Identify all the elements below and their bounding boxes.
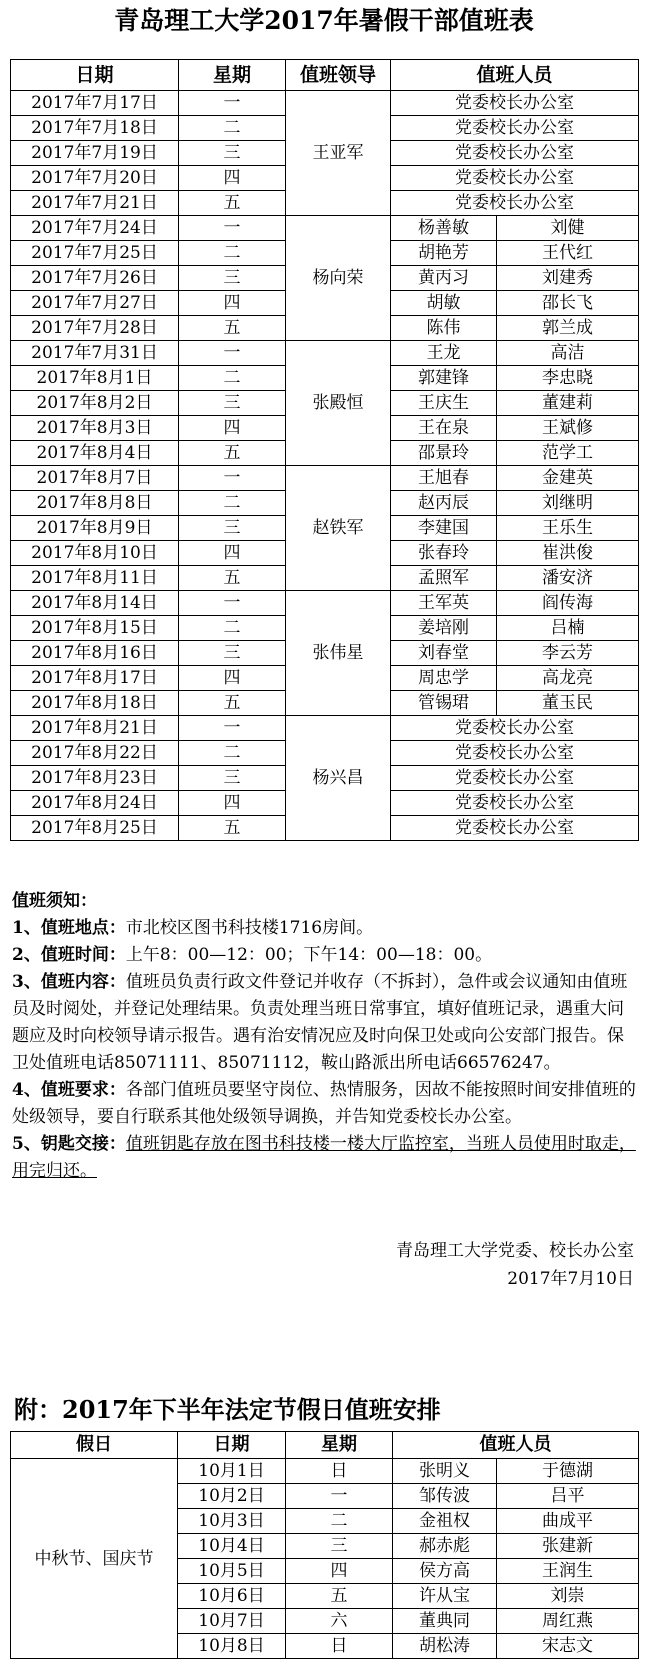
staff-cell: 邵景玲	[391, 441, 497, 466]
note-item	[12, 969, 636, 1077]
weekday-cell: 五	[179, 691, 286, 716]
leader-cell: 张伟星	[286, 591, 391, 716]
staff-cell: 高龙亮	[497, 666, 639, 691]
appendix-title: 附：2017年下半年法定节假日值班安排	[14, 1395, 441, 1424]
staff-cell: 于德湖	[497, 1459, 639, 1484]
header-holiday-date: 日期	[178, 1432, 286, 1459]
staff-cell: 王龙	[391, 341, 497, 366]
staff-cell: 王代红	[497, 241, 639, 266]
weekday-cell: 四	[179, 666, 286, 691]
date-cell: 10月3日	[178, 1509, 286, 1534]
weekday-cell: 三	[179, 266, 286, 291]
staff-cell: 党委校长办公室	[391, 116, 639, 141]
table-row	[11, 91, 639, 116]
date-cell: 2017年8月18日	[11, 691, 179, 716]
staff-cell: 王润生	[497, 1559, 639, 1584]
table-row	[11, 591, 639, 616]
staff-cell: 张春玲	[391, 541, 497, 566]
staff-cell: 宋志文	[497, 1634, 639, 1659]
date-cell: 2017年8月11日	[11, 566, 179, 591]
staff-cell: 刘春堂	[391, 641, 497, 666]
date-cell: 2017年7月19日	[11, 141, 179, 166]
weekday-cell: 六	[286, 1609, 393, 1634]
note-text: 上午8：00—12：00；下午14：00—18：00。	[125, 945, 493, 965]
duty-table	[10, 59, 639, 841]
staff-cell: 杨善敏	[391, 216, 497, 241]
staff-cell: 党委校长办公室	[391, 816, 639, 841]
date-cell: 2017年8月23日	[11, 766, 179, 791]
staff-cell: 董玉民	[497, 691, 639, 716]
table-row	[11, 466, 639, 491]
staff-cell: 党委校长办公室	[391, 741, 639, 766]
weekday-cell: 二	[179, 616, 286, 641]
date-cell: 2017年8月15日	[11, 616, 179, 641]
staff-cell: 党委校长办公室	[391, 166, 639, 191]
table-row	[11, 716, 639, 741]
note-item	[12, 1131, 636, 1185]
date-cell: 2017年8月4日	[11, 441, 179, 466]
weekday-cell: 四	[179, 416, 286, 441]
weekday-cell: 三	[179, 141, 286, 166]
weekday-cell: 一	[179, 591, 286, 616]
page-title: 青岛理工大学2017年暑假干部值班表	[114, 6, 534, 35]
staff-cell: 党委校长办公室	[391, 791, 639, 816]
weekday-cell: 一	[179, 466, 286, 491]
staff-cell: 党委校长办公室	[391, 141, 639, 166]
date-cell: 10月1日	[178, 1459, 286, 1484]
staff-cell: 吕楠	[497, 616, 639, 641]
leader-cell: 张殿恒	[286, 341, 391, 466]
weekday-cell: 四	[179, 291, 286, 316]
duty-table-header	[11, 60, 639, 91]
note-text: 值班员负责行政文件登记并收存（不拆封），急件或会议通知由值班员及时阅处，并登记处理结果。负责处理当班日常事宜，填好值班记录，遇重大问题应及时向校领导请示报告。遇有治安情况应及时向保卫处或向公安部门报告。保卫处值班电话85071111、85071112，鞍山路派出所电话66576247。	[12, 972, 628, 1073]
weekday-cell: 四	[286, 1559, 393, 1584]
date-cell: 10月4日	[178, 1534, 286, 1559]
staff-cell: 郝赤彪	[393, 1534, 497, 1559]
date-cell: 2017年8月21日	[11, 716, 179, 741]
header-holiday: 假日	[11, 1432, 178, 1459]
staff-cell: 赵丙辰	[391, 491, 497, 516]
weekday-cell: 四	[179, 166, 286, 191]
date-cell: 2017年7月28日	[11, 316, 179, 341]
staff-cell: 吕平	[497, 1484, 639, 1509]
header-holiday-staff: 值班人员	[393, 1432, 639, 1459]
staff-cell: 许从宝	[393, 1584, 497, 1609]
header-date: 日期	[11, 60, 179, 91]
staff-cell: 党委校长办公室	[391, 191, 639, 216]
date-cell: 2017年7月20日	[11, 166, 179, 191]
staff-cell: 金建英	[497, 466, 639, 491]
weekday-cell: 五	[286, 1584, 393, 1609]
staff-cell: 刘建秀	[497, 266, 639, 291]
weekday-cell: 四	[179, 541, 286, 566]
header-weekday: 星期	[179, 60, 286, 91]
date-cell: 2017年7月18日	[11, 116, 179, 141]
weekday-cell: 一	[179, 91, 286, 116]
staff-cell: 黄丙习	[391, 266, 497, 291]
holiday-table-header	[11, 1432, 639, 1459]
staff-cell: 胡敏	[391, 291, 497, 316]
staff-cell: 阎传海	[497, 591, 639, 616]
weekday-cell: 一	[179, 716, 286, 741]
staff-cell: 邵长飞	[497, 291, 639, 316]
date-cell: 2017年7月25日	[11, 241, 179, 266]
weekday-cell: 三	[179, 391, 286, 416]
date-cell: 2017年8月9日	[11, 516, 179, 541]
staff-cell: 王在泉	[391, 416, 497, 441]
staff-cell: 周红燕	[497, 1609, 639, 1634]
weekday-cell: 二	[179, 366, 286, 391]
weekday-cell: 二	[179, 116, 286, 141]
note-label: 2、值班时间：	[12, 945, 126, 965]
staff-cell: 曲成平	[497, 1509, 639, 1534]
staff-cell: 党委校长办公室	[391, 766, 639, 791]
header-leader: 值班领导	[286, 60, 391, 91]
staff-cell: 范学工	[497, 441, 639, 466]
weekday-cell: 三	[286, 1534, 393, 1559]
note-item	[12, 1077, 636, 1131]
date-cell: 2017年8月14日	[11, 591, 179, 616]
date-cell: 2017年7月24日	[11, 216, 179, 241]
holiday-table	[10, 1431, 639, 1659]
date-cell: 2017年8月16日	[11, 641, 179, 666]
date-cell: 2017年7月31日	[11, 341, 179, 366]
weekday-cell: 五	[179, 316, 286, 341]
signature-org: 青岛理工大学党委、校长办公室	[396, 1241, 634, 1261]
date-cell: 2017年8月2日	[11, 391, 179, 416]
weekday-cell: 三	[179, 641, 286, 666]
table-row	[11, 341, 639, 366]
note-label: 5、钥匙交接：	[12, 1134, 126, 1154]
note-label: 1、值班地点：	[12, 918, 126, 938]
date-cell: 2017年8月1日	[11, 366, 179, 391]
weekday-cell: 五	[179, 441, 286, 466]
weekday-cell: 一	[286, 1484, 393, 1509]
staff-cell: 王旭春	[391, 466, 497, 491]
duty-notes	[12, 888, 636, 1185]
weekday-cell: 五	[179, 566, 286, 591]
weekday-cell: 二	[179, 491, 286, 516]
signature-date: 2017年7月10日	[507, 1269, 634, 1289]
staff-cell: 姜培刚	[391, 616, 497, 641]
staff-cell: 党委校长办公室	[391, 91, 639, 116]
date-cell: 2017年8月22日	[11, 741, 179, 766]
staff-cell: 周忠学	[391, 666, 497, 691]
staff-cell: 金祖权	[393, 1509, 497, 1534]
weekday-cell: 三	[179, 516, 286, 541]
weekday-cell: 日	[286, 1459, 393, 1484]
leader-cell: 赵铁军	[286, 466, 391, 591]
staff-cell: 高洁	[497, 341, 639, 366]
date-cell: 2017年8月10日	[11, 541, 179, 566]
date-cell: 10月2日	[178, 1484, 286, 1509]
leader-cell: 杨兴昌	[286, 716, 391, 841]
holiday-name-cell: 中秋节、国庆节	[11, 1459, 178, 1659]
date-cell: 2017年7月26日	[11, 266, 179, 291]
staff-cell: 侯方高	[393, 1559, 497, 1584]
note-label: 3、值班内容：	[12, 972, 126, 992]
staff-cell: 王斌修	[497, 416, 639, 441]
note-label: 4、值班要求：	[12, 1080, 126, 1100]
note-text: 值班钥匙存放在图书科技楼一楼大厅监控室，当班人员使用时取走，用完归还。	[12, 1134, 636, 1181]
staff-cell: 胡艳芳	[391, 241, 497, 266]
staff-cell: 董典同	[393, 1609, 497, 1634]
staff-cell: 潘安济	[497, 566, 639, 591]
header-staff: 值班人员	[391, 60, 639, 91]
staff-cell: 郭兰成	[497, 316, 639, 341]
date-cell: 2017年8月7日	[11, 466, 179, 491]
staff-cell: 刘继明	[497, 491, 639, 516]
staff-cell: 崔洪俊	[497, 541, 639, 566]
note-item	[12, 915, 636, 942]
staff-cell: 陈伟	[391, 316, 497, 341]
weekday-cell: 日	[286, 1634, 393, 1659]
weekday-cell: 二	[286, 1509, 393, 1534]
staff-cell: 王庆生	[391, 391, 497, 416]
weekday-cell: 二	[179, 241, 286, 266]
staff-cell: 李建国	[391, 516, 497, 541]
staff-cell: 孟照军	[391, 566, 497, 591]
leader-cell: 杨向荣	[286, 216, 391, 341]
date-cell: 2017年8月17日	[11, 666, 179, 691]
date-cell: 10月5日	[178, 1559, 286, 1584]
staff-cell: 张建新	[497, 1534, 639, 1559]
staff-cell: 党委校长办公室	[391, 716, 639, 741]
notes-heading: 值班须知：	[12, 891, 97, 911]
staff-cell: 郭建锋	[391, 366, 497, 391]
staff-cell: 管锡珺	[391, 691, 497, 716]
table-row	[11, 216, 639, 241]
staff-cell: 刘健	[497, 216, 639, 241]
weekday-cell: 三	[179, 766, 286, 791]
date-cell: 10月8日	[178, 1634, 286, 1659]
note-text: 各部门值班员要坚守岗位、热情服务，因故不能按照时间安排值班的处级领导，要自行联系其他处级领导调换，并告知党委校长办公室。	[12, 1080, 636, 1127]
staff-cell: 刘崇	[497, 1584, 639, 1609]
staff-cell: 王军英	[391, 591, 497, 616]
table-row	[11, 1459, 639, 1484]
date-cell: 10月7日	[178, 1609, 286, 1634]
staff-cell: 李云芳	[497, 641, 639, 666]
date-cell: 2017年8月3日	[11, 416, 179, 441]
weekday-cell: 五	[179, 191, 286, 216]
weekday-cell: 二	[179, 741, 286, 766]
note-item	[12, 942, 636, 969]
staff-cell: 王乐生	[497, 516, 639, 541]
weekday-cell: 四	[179, 791, 286, 816]
staff-cell: 董建莉	[497, 391, 639, 416]
leader-cell: 王亚军	[286, 91, 391, 216]
staff-cell: 胡松涛	[393, 1634, 497, 1659]
date-cell: 2017年7月21日	[11, 191, 179, 216]
date-cell: 2017年8月25日	[11, 816, 179, 841]
weekday-cell: 一	[179, 341, 286, 366]
weekday-cell: 一	[179, 216, 286, 241]
staff-cell: 邹传波	[393, 1484, 497, 1509]
staff-cell: 张明义	[393, 1459, 497, 1484]
staff-cell: 李忠晓	[497, 366, 639, 391]
weekday-cell: 五	[179, 816, 286, 841]
date-cell: 2017年7月27日	[11, 291, 179, 316]
date-cell: 2017年7月17日	[11, 91, 179, 116]
date-cell: 2017年8月8日	[11, 491, 179, 516]
date-cell: 2017年8月24日	[11, 791, 179, 816]
header-holiday-weekday: 星期	[286, 1432, 393, 1459]
date-cell: 10月6日	[178, 1584, 286, 1609]
note-text: 市北校区图书科技楼1716房间。	[125, 918, 374, 938]
